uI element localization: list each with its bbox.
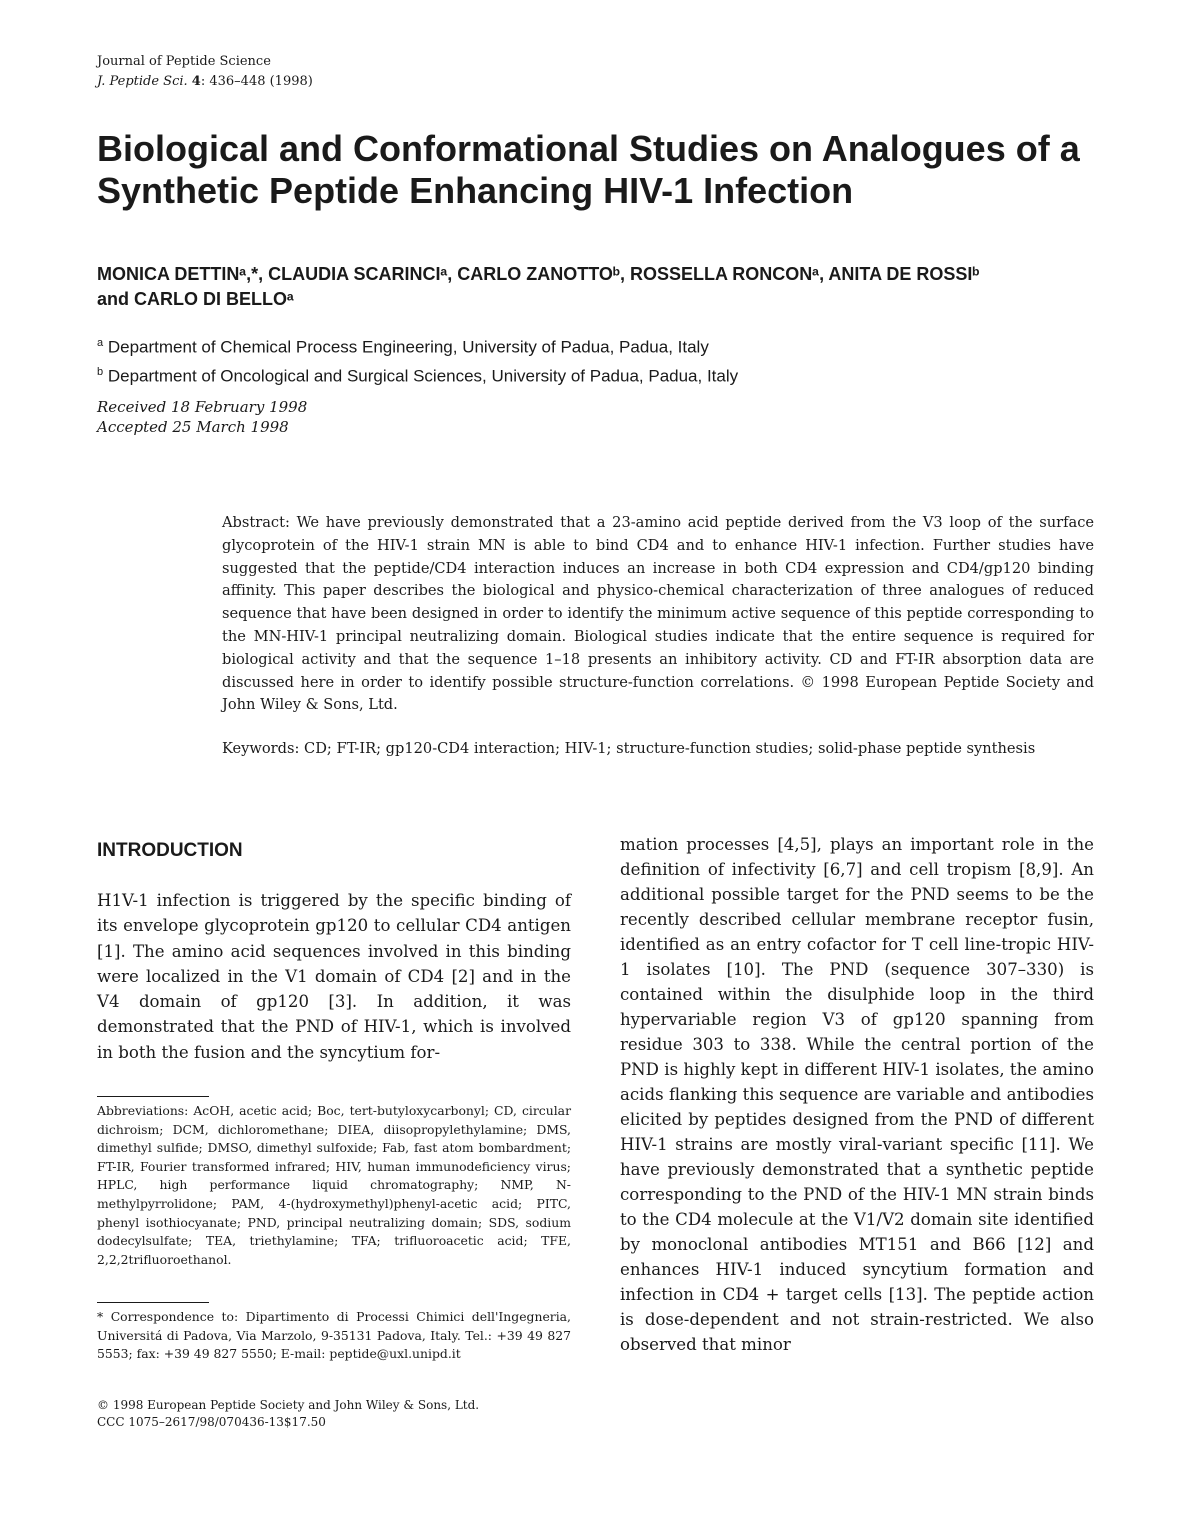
journal-volume: 4 — [191, 74, 201, 89]
accepted-date: Accepted 25 March 1998 — [97, 418, 289, 436]
journal-header — [97, 52, 313, 92]
journal-citation — [97, 72, 313, 92]
affiliations — [97, 331, 1097, 388]
abbreviations-footnote: Abbreviations: AcOH, acetic acid; Boc, tert-butyloxycarbonyl; CD, circular dichroism; DCM, dichloromethane; DIEA, diisopropylethylamine; DMS, dimethyl sulfide; DMSO, dimethyl sulfoxide; Fab, fast atom bombardment; FT-IR, Fourier transformed infrared; HIV, human immunodeficiency virus; HPLC, high performance liquid chromatography; NMP, N-methylpyrrolidone; PAM, 4-(hydroxymethyl)phenyl-acetic acid; PITC, phenyl isothiocyanate; PND, principal neutralizing domain; SDS, sodium dodecylsulfate; TEA, triethylamine; TFA; trifluoroacetic acid; TFE, 2,2,2trifluoroethanol. — [97, 1103, 571, 1267]
received-date: Received 18 February 1998 — [97, 398, 308, 416]
copyright-line-1: © 1998 European Peptide Society and John Wiley & Sons, Ltd. — [97, 1398, 480, 1412]
affiliation-a — [97, 331, 1097, 360]
affiliation-text: Department of Oncological and Surgical Sciences, University of Padua, Padua, Italy — [107, 366, 739, 386]
keywords: Keywords: CD; FT-IR; gp120-CD4 interaction; HIV-1; structure-function studies; solid-phase peptide synthesis — [222, 740, 1036, 757]
intro-right-column: mation processes [4,5], plays an important role in the definition of infectivity [6,7] and cell tropism [8,9]. An additional possible target for the PND seems to be the recently described cellular membrane receptor fusin, identified as an entry cofactor for T cell line-tropic HIV-1 isolates [10]. The PND (sequence 307–330) is contained within the disulphide loop in the third hypervariable region V3 of gp120 spanning from residue 303 to 338. While the central portion of the PND is highly kept in different HIV-1 isolates, the amino acids flanking this sequence are variable and antibodies elicited by peptides designed from the PND of different HIV-1 strains are mostly viral-variant specific [11]. We have previously demonstrated that a synthetic peptide corresponding to the PND of the HIV-1 MN strain binds to the CD4 molecule at the V1/V2 domain site identified by monoclonal antibodies MT151 and B66 [12] and enhances HIV-1 induced syncytium formation and infection in CD4 + target cells [13]. The peptide action is dose-dependent and not strain-restricted. We also observed that minor — [620, 835, 1094, 1354]
affiliation-mark: a — [97, 337, 104, 349]
title-line-1: Biological and Conformational Studies on Analogues of a — [97, 128, 1080, 169]
affiliation-mark: b — [97, 365, 104, 378]
title-line-2: Synthetic Peptide Enhancing HIV-1 Infection — [97, 170, 854, 211]
affiliation-text: Department of Chemical Process Engineering, University of Padua, Padua, Italy — [107, 337, 709, 357]
copyright-notice — [97, 1397, 479, 1431]
journal-name: Journal of Peptide Science — [97, 54, 271, 69]
affiliation-b — [97, 360, 1097, 389]
copyright-line-2: CCC 1075–2617/98/070436-13$17.50 — [97, 1415, 326, 1429]
abstract: Abstract: We have previously demonstrated that a 23-amino acid peptide derived from the V3 loop of the surface glycoprotein of the HIV-1 strain MN is able to bind CD4 and to enhance HIV-1 infection. Further studies have suggested that the peptide/CD4 interaction induces an increase in both CD4 expression and CD4/gp120 binding affinity. This paper describes the biological and physico-chemical characterization of three analogues of reduced sequence that have been designed in order to identify the minimum active sequence of this peptide corresponding to the MN-HIV-1 principal neutralizing domain. Biological studies indicate that the entire sequence is required for biological activity and that the sequence 1–18 presents an inhibitory activity. CD and FT-IR absorption data are discussed here in order to identify possible structure-function correlations. © 1998 European Peptide Society and John Wiley & Sons, Ltd. — [222, 514, 1094, 714]
intro-left-column: H1V-1 infection is triggered by the specific binding of its envelope glycoprotein gp120 to cellular CD4 antigen [1]. The amino acid sequences involved in this binding were localized in the V1 domain of CD4 [2] and in the V4 domain of gp120 [3]. In addition, it was demonstrated that the PND of HIV-1, which is involved in both the fusion and the syncytium for- — [97, 891, 571, 1062]
footnote-divider — [97, 1096, 209, 1097]
authors-line-2: and CARLO DI BELLOᵃ — [97, 289, 294, 309]
author-list — [97, 262, 1097, 312]
section-heading-introduction: INTRODUCTION — [97, 840, 243, 861]
authors-line-1: MONICA DETTINᵃ,*, CLAUDIA SCARINCIᵃ, CARLO ZANOTTOᵇ, ROSSELLA RONCONᵃ, ANITA DE ROSSIᵇ — [97, 264, 980, 284]
article-dates — [97, 397, 307, 437]
journal-pages: : 436–448 (1998) — [200, 74, 313, 89]
paper-title — [97, 128, 1097, 212]
correspondence-footnote: * Correspondence to: Dipartimento di Processi Chimici dell'Ingegneria, Universitá di Padova, Via Marzolo, 9-35131 Padova, Italy. Tel.: +39 49 827 5553; fax: +39 49 827 5550; E-mail: peptide@uxl.unipd.it — [97, 1309, 571, 1362]
footnote-divider — [97, 1302, 209, 1303]
journal-abbrev: J. Peptide Sci. — [97, 74, 188, 89]
